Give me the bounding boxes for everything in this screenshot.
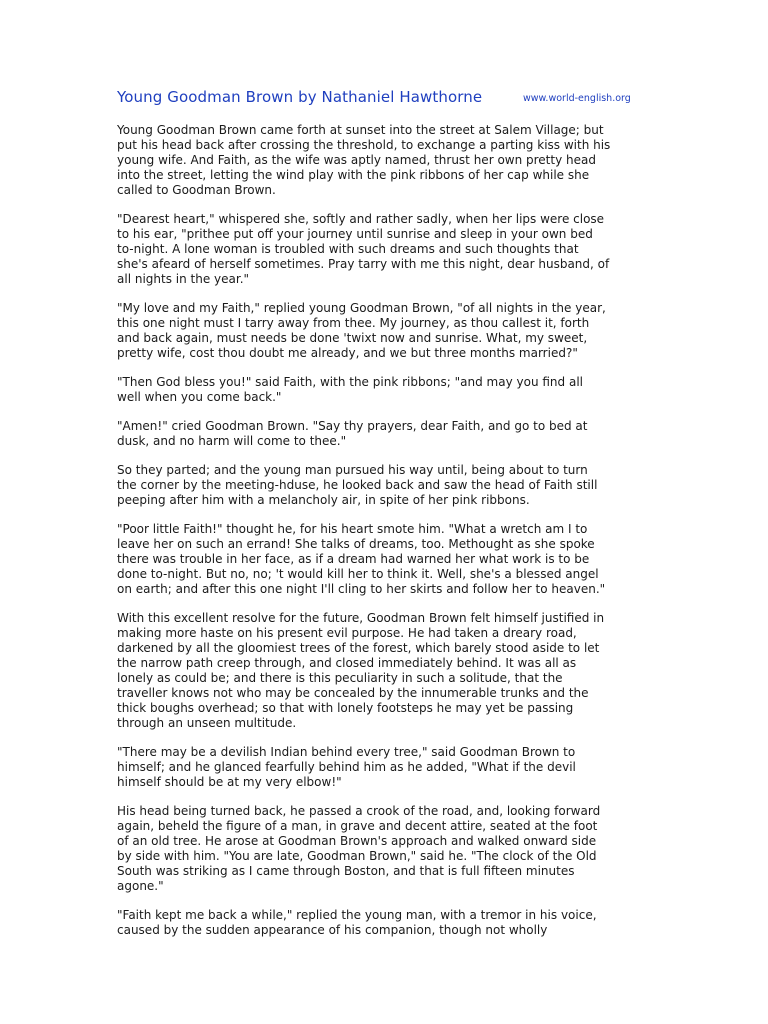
- text-line: again, beheld the figure of a man, in grave and decent attire, seated at the foot: [117, 819, 598, 833]
- paragraph: [117, 611, 657, 731]
- text-line: "My love and my Faith," replied young Goodman Brown, "of all nights in the year,: [117, 301, 606, 315]
- text-line: leave her on such an errand! She talks of dreams, too. Methought as she spoke: [117, 537, 595, 551]
- text-line: dusk, and no harm will come to thee.": [117, 434, 347, 448]
- paragraph: [117, 804, 657, 894]
- text-line: "Faith kept me back a while," replied the young man, with a tremor in his voice,: [117, 908, 597, 922]
- text-line: agone.": [117, 879, 164, 893]
- text-line: So they parted; and the young man pursued his way until, being about to turn: [117, 463, 588, 477]
- paragraph: [117, 908, 657, 938]
- text-line: "There may be a devilish Indian behind every tree," said Goodman Brown to: [117, 745, 576, 759]
- text-line: the narrow path creep through, and closed immediately behind. It was all as: [117, 656, 577, 670]
- document-header: [117, 88, 656, 110]
- paragraph: [117, 375, 657, 405]
- text-line: himself; and he glanced fearfully behind him as he added, "What if the devil: [117, 760, 576, 774]
- text-line: "Then God bless you!" said Faith, with the pink ribbons; "and may you find all: [117, 375, 583, 389]
- paragraph: [117, 419, 657, 449]
- text-line: she's afeard of herself sometimes. Pray tarry with me this night, dear husband, of: [117, 257, 610, 271]
- text-line: pretty wife, cost thou doubt me already, and we but three months married?": [117, 346, 578, 360]
- text-line: "Amen!" cried Goodman Brown. "Say thy prayers, dear Faith, and go to bed at: [117, 419, 588, 433]
- text-line: called to Goodman Brown.: [117, 183, 276, 197]
- text-line: darkened by all the gloomiest trees of the forest, which barely stood aside to let: [117, 641, 600, 655]
- text-line: through an unseen multitude.: [117, 716, 297, 730]
- text-line: to his ear, "prithee put off your journey until sunrise and sleep in your own bed: [117, 227, 593, 241]
- text-line: on earth; and after this one night I'll cling to her skirts and follow her to heaven.": [117, 582, 606, 596]
- text-line: by side with him. "You are late, Goodman Brown," said he. "The clock of the Old: [117, 849, 597, 863]
- text-line: into the street, letting the wind play with the pink ribbons of her cap while she: [117, 168, 590, 182]
- paragraph: [117, 522, 657, 597]
- text-line: traveller knows not who may be concealed by the innumerable trunks and the: [117, 686, 589, 700]
- text-line: there was trouble in her face, as if a dream had warned her what work is to be: [117, 552, 590, 566]
- text-line: himself should be at my very elbow!": [117, 775, 342, 789]
- story-body: [117, 123, 657, 938]
- paragraph: [117, 123, 657, 198]
- text-line: South was striking as I came through Boston, and that is full fifteen minutes: [117, 864, 575, 878]
- paragraph: [117, 463, 657, 508]
- text-line: of an old tree. He arose at Goodman Brown's approach and walked onward side: [117, 834, 597, 848]
- text-line: thick boughs overhead; so that with lonely footsteps he may yet be passing: [117, 701, 574, 715]
- text-line: to-night. A lone woman is troubled with such dreams and such thoughts that: [117, 242, 579, 256]
- text-line: "Poor little Faith!" thought he, for his heart smote him. "What a wretch am I to: [117, 522, 588, 536]
- text-line: all nights in the year.": [117, 272, 250, 286]
- text-line: this one night must I tarry away from thee. My journey, as thou callest it, forth: [117, 316, 590, 330]
- text-line: put his head back after crossing the threshold, to exchange a parting kiss with his: [117, 138, 611, 152]
- text-line: and back again, must needs be done 'twixt now and sunrise. What, my sweet,: [117, 331, 588, 345]
- text-line: "Dearest heart," whispered she, softly and rather sadly, when her lips were close: [117, 212, 605, 226]
- site-url: www.world-english.org: [523, 93, 631, 104]
- paragraph: [117, 301, 657, 361]
- text-line: well when you come back.": [117, 390, 282, 404]
- text-line: peeping after him with a melancholy air, in spite of her pink ribbons.: [117, 493, 530, 507]
- document-title: Young Goodman Brown by Nathaniel Hawthorne: [117, 88, 483, 106]
- text-line: making more haste on his present evil purpose. He had taken a dreary road,: [117, 626, 577, 640]
- text-line: young wife. And Faith, as the wife was aptly named, thrust her own pretty head: [117, 153, 596, 167]
- text-line: the corner by the meeting-hduse, he looked back and saw the head of Faith still: [117, 478, 598, 492]
- paragraph: [117, 212, 657, 287]
- text-line: caused by the sudden appearance of his companion, though not wholly: [117, 923, 548, 937]
- text-line: His head being turned back, he passed a crook of the road, and, looking forward: [117, 804, 601, 818]
- text-line: Young Goodman Brown came forth at sunset into the street at Salem Village; but: [117, 123, 604, 137]
- text-line: done to-night. But no, no; 't would kill her to think it. Well, she's a blessed angel: [117, 567, 599, 581]
- paragraph: [117, 745, 657, 790]
- text-line: With this excellent resolve for the future, Goodman Brown felt himself justified in: [117, 611, 605, 625]
- text-line: lonely as could be; and there is this peculiarity in such a solitude, that the: [117, 671, 563, 685]
